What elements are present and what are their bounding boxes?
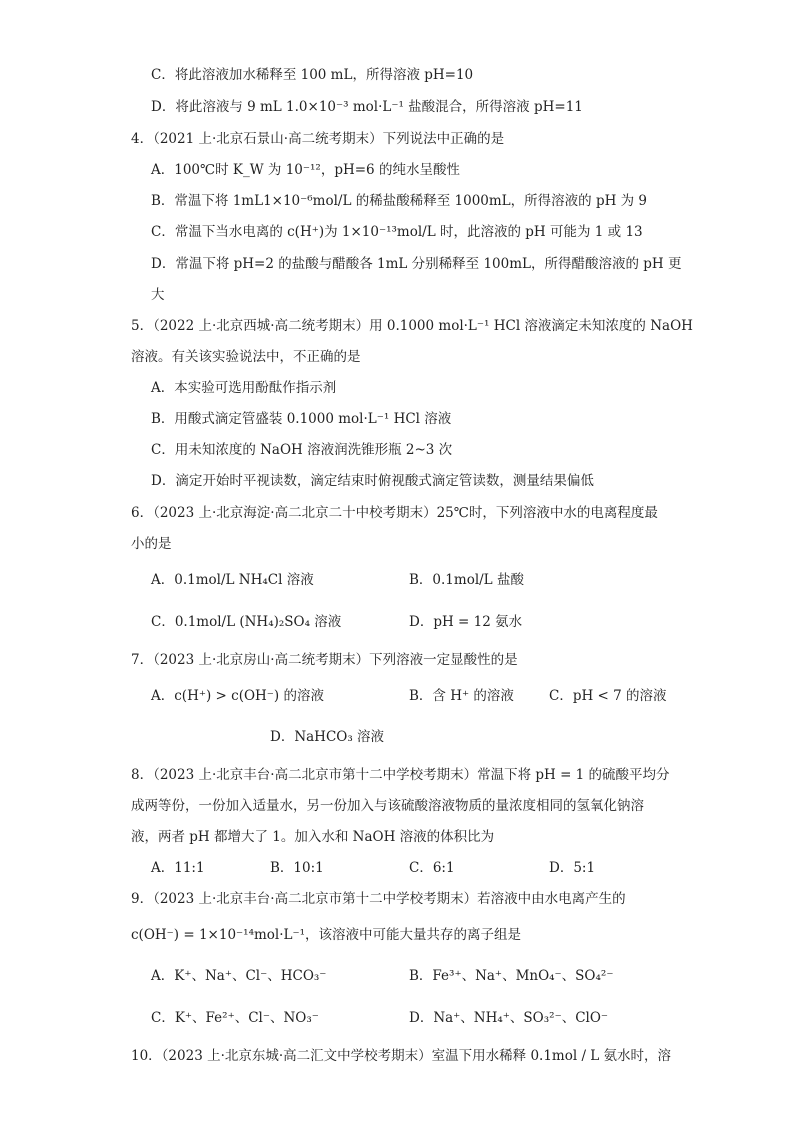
q4-option-a: A．100℃时 K_W 为 10⁻¹²，pH=6 的纯水呈酸性 (151, 162, 460, 178)
q9-option-c: C．K⁺、Fe²⁺、Cl⁻、NO₃⁻ (151, 1010, 319, 1026)
q8-option-c: C．6:1 (409, 860, 455, 876)
q9-stem-cont: c(OH⁻) = 1×10⁻¹⁴mol·L⁻¹，该溶液中可能大量共存的离子组是 (131, 927, 522, 943)
q5-option-d: D．滴定开始时平视读数，滴定结束时俯视酸式滴定管读数，测量结果偏低 (151, 473, 594, 489)
q8-stem: 8．（2023 上·北京丰台·高二北京市第十二中学校考期末）常温下将 pH = 1 的硫酸平均分 (131, 767, 670, 783)
q8-option-d: D．5:1 (549, 860, 596, 876)
q6-option-a: A．0.1mol/L NH₄Cl 溶液 (151, 572, 314, 588)
q4-stem: 4．（2021 上·北京石景山·高二统考期末）下列说法中正确的是 (131, 131, 505, 147)
q6-option-c: C．0.1mol/L (NH₄)₂SO₄ 溶液 (151, 614, 342, 630)
q3-option-d: D．将此溶液与 9 mL 1.0×10⁻³ mol·L⁻¹ 盐酸混合，所得溶液 pH=11 (151, 99, 583, 115)
q8-stem-cont1: 成两等份，一份加入适量水，另一份加入与该硫酸溶液物质的量浓度相同的氢氧化钠溶 (131, 798, 644, 814)
q5-stem-cont: 溶液。有关该实验说法中，不正确的是 (131, 349, 361, 365)
q7-option-a: A．c(H⁺) > c(OH⁻) 的溶液 (151, 688, 324, 704)
q10-stem: 10．（2023 上·北京东城·高二汇文中学校考期末）室温下用水稀释 0.1mol / L 氨水时，溶 (131, 1048, 672, 1064)
q9-option-a: A．K⁺、Na⁺、Cl⁻、HCO₃⁻ (151, 968, 327, 984)
q4-option-d: D．常温下将 pH=2 的盐酸与醋酸各 1mL 分别稀释至 100mL，所得醋酸溶液的 pH 更 (151, 256, 682, 272)
q5-option-c: C．用未知浓度的 NaOH 溶液润洗锥形瓶 2~3 次 (151, 442, 453, 458)
q4-option-d-cont: 大 (151, 287, 165, 303)
q9-option-d: D．Na⁺、NH₄⁺、SO₃²⁻、ClO⁻ (409, 1010, 609, 1026)
q8-option-a: A．11:1 (151, 860, 205, 876)
q6-option-d: D．pH = 12 氨水 (409, 614, 523, 630)
q9-stem: 9．（2023 上·北京丰台·高二北京市第十二中学校考期末）若溶液中由水电离产生的 (131, 891, 626, 907)
q9-option-b: B．Fe³⁺、Na⁺、MnO₄⁻、SO₄²⁻ (409, 968, 614, 984)
q4-option-b: B．常温下将 1mL1×10⁻⁶mol/L 的稀盐酸稀释至 1000mL，所得溶液的 pH 为 9 (151, 193, 648, 209)
q7-option-c: C．pH < 7 的溶液 (549, 688, 667, 704)
q8-stem-cont2: 液，两者 pH 都增大了 1。加入水和 NaOH 溶液的体积比为 (131, 829, 495, 845)
q7-option-d: D．NaHCO₃ 溶液 (270, 729, 385, 745)
q3-option-c: C．将此溶液加水稀释至 100 mL，所得溶液 pH=10 (151, 67, 474, 83)
q6-stem-cont: 小的是 (131, 536, 172, 552)
q4-option-c: C．常温下当水电离的 c(H⁺)为 1×10⁻¹³mol/L 时，此溶液的 pH 可能为 1 或 13 (151, 224, 643, 240)
q5-option-b: B．用酸式滴定管盛装 0.1000 mol·L⁻¹ HCl 溶液 (151, 411, 452, 427)
q8-option-b: B．10:1 (270, 860, 324, 876)
q7-stem: 7．（2023 上·北京房山·高二统考期末）下列溶液一定显酸性的是 (131, 652, 518, 668)
q5-stem: 5．（2022 上·北京西城·高二统考期末）用 0.1000 mol·L⁻¹ HCl 溶液滴定未知浓度的 NaOH (131, 318, 693, 334)
q6-option-b: B．0.1mol/L 盐酸 (409, 572, 524, 588)
q7-option-b: B．含 H⁺ 的溶液 (409, 688, 514, 704)
q5-option-a: A．本实验可选用酚酞作指示剂 (151, 380, 337, 396)
q6-stem: 6．（2023 上·北京海淀·高二北京二十中校考期末）25℃时，下列溶液中水的电离程度最 (131, 505, 658, 521)
